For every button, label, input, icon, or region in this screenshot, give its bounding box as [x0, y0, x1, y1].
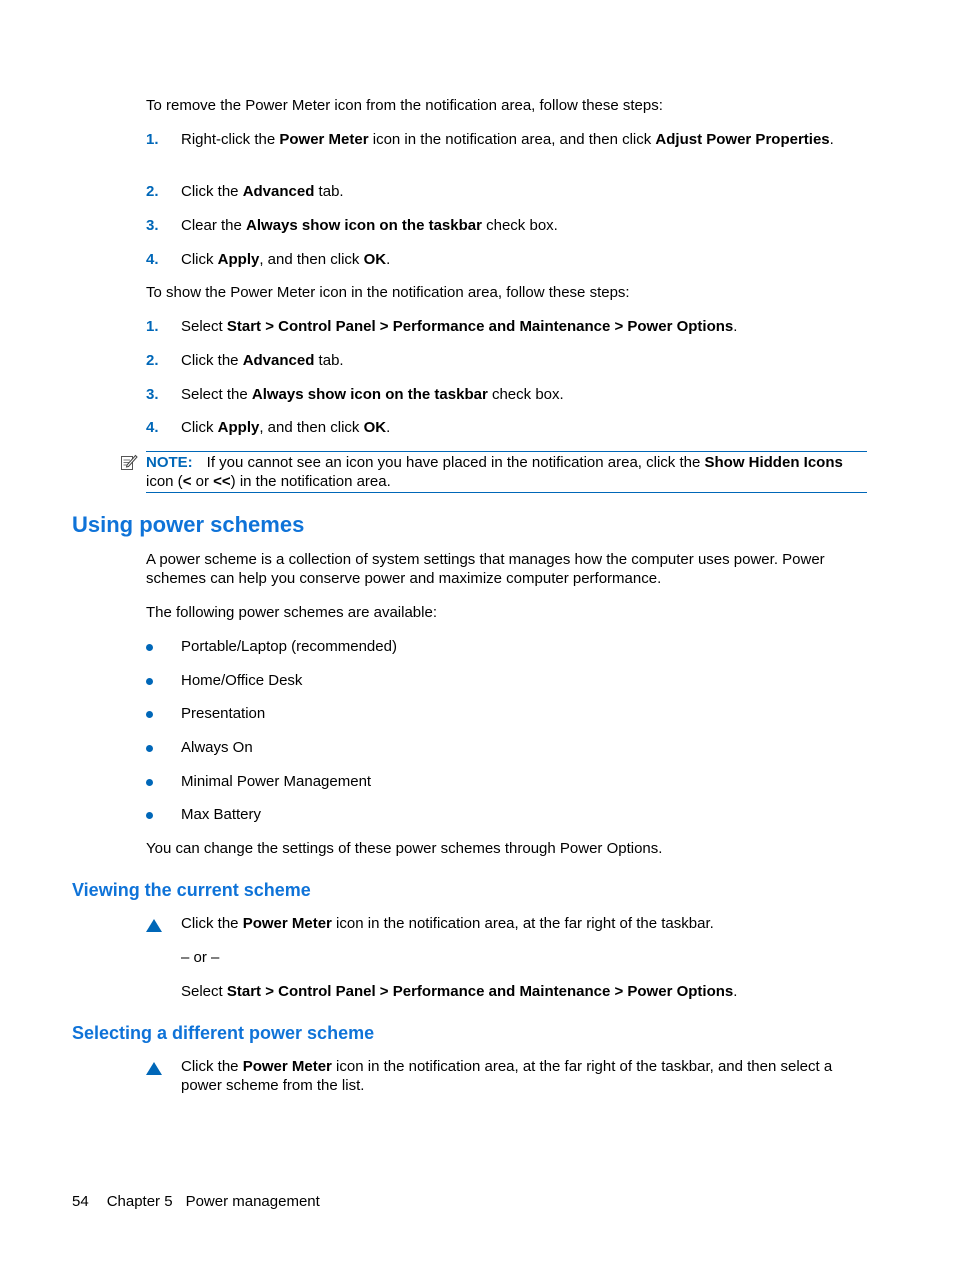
- note-box: [146, 451, 867, 493]
- step-number: 2.: [146, 352, 159, 369]
- triangle-step-icon: [146, 1062, 162, 1075]
- selecting-step: Click the Power Meter icon in the notification area, at the far right of the taskbar, and then select a power scheme from the list.: [181, 1058, 833, 1094]
- viewing-heading: Viewing the current scheme: [72, 880, 311, 900]
- remove-intro: To remove the Power Meter icon from the notification area, follow these steps:: [146, 97, 663, 114]
- section-heading: Using power schemes: [72, 512, 305, 537]
- or-separator: – or –: [181, 949, 220, 966]
- scheme-item: Minimal Power Management: [181, 773, 372, 790]
- bullet-icon: [146, 644, 153, 651]
- page-number: 54: [72, 1193, 89, 1210]
- schemes-intro: The following power schemes are available:: [146, 604, 437, 621]
- step-number: 3.: [146, 386, 159, 403]
- note-text: NOTE: If you cannot see an icon you have placed in the notification area, click the Show Hidden Icons icon (< or <<) in the notification area.: [146, 454, 843, 490]
- step-number: 1.: [146, 318, 159, 335]
- triangle-step-icon: [146, 919, 162, 932]
- note-label: NOTE:: [146, 454, 193, 471]
- bullet-icon: [146, 711, 153, 718]
- scheme-item: Max Battery: [181, 806, 262, 823]
- bullet-icon: [146, 812, 153, 819]
- scheme-item: Presentation: [181, 705, 266, 722]
- show-step-2: Click the Advanced tab.: [181, 352, 344, 369]
- bullet-icon: [146, 678, 153, 685]
- bullet-icon: [146, 745, 153, 752]
- scheme-item: Home/Office Desk: [181, 672, 303, 689]
- bullet-icon: [146, 779, 153, 786]
- remove-step-3: Clear the Always show icon on the taskbar check box.: [181, 217, 558, 234]
- selecting-heading: Selecting a different power scheme: [72, 1023, 375, 1043]
- viewing-alt-step: Select Start > Control Panel > Performance and Maintenance > Power Options.: [181, 983, 738, 1000]
- scheme-item: Portable/Laptop (recommended): [181, 638, 397, 655]
- scheme-item: Always On: [181, 739, 253, 756]
- section-paragraph: A power scheme is a collection of system settings that manages how the computer uses power. Power schemes can help you conserve power and maximize computer performance.: [146, 551, 825, 587]
- chapter-title: Power management: [185, 1193, 320, 1210]
- show-step-4: Click Apply, and then click OK.: [181, 419, 391, 436]
- remove-step-4: Click Apply, and then click OK.: [181, 251, 391, 268]
- schemes-outro: You can change the settings of these power schemes through Power Options.: [146, 840, 663, 857]
- remove-step-2: Click the Advanced tab.: [181, 183, 344, 200]
- page-footer: [72, 1192, 338, 1211]
- show-step-3: Select the Always show icon on the taskbar check box.: [181, 386, 564, 403]
- step-number: 1.: [146, 131, 159, 148]
- remove-step-1: Right-click the Power Meter icon in the notification area, and then click Adjust Power Properties.: [181, 131, 834, 148]
- show-step-1: Select Start > Control Panel > Performance and Maintenance > Power Options.: [181, 318, 738, 335]
- note-pencil-icon: [120, 453, 138, 471]
- chapter-label: Chapter 5: [106, 1193, 173, 1210]
- step-number: 4.: [146, 251, 159, 268]
- viewing-step: Click the Power Meter icon in the notification area, at the far right of the taskbar.: [181, 915, 714, 932]
- show-intro: To show the Power Meter icon in the notification area, follow these steps:: [146, 284, 630, 301]
- step-number: 2.: [146, 183, 159, 200]
- step-number: 4.: [146, 419, 159, 436]
- step-number: 3.: [146, 217, 159, 234]
